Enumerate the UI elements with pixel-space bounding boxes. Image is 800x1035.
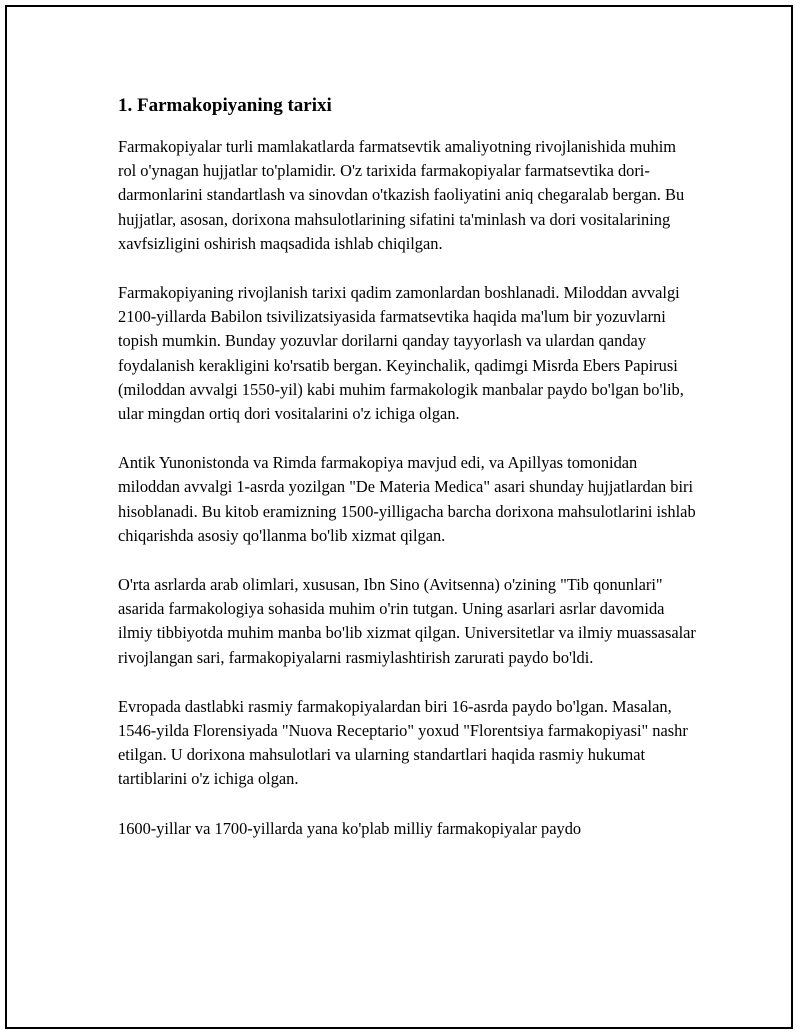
paragraph: Antik Yunonistonda va Rimda farmakopiya mavjud edi, va Apillyas tomonidan miloddan avvalgi 1-asrda yozilgan "De Materia Medica" asari shunday hujjatlardan biri hisoblanadi. Bu kitob eramizning 1500-yilligacha barcha dorixona mahsulotlarini ishlab chiqarishda asosiy qo'llanma bo'lib xizmat qilgan. [118, 453, 696, 545]
paragraph: Farmakopiyaning rivojlanish tarixi qadim zamonlardan boshlanadi. Miloddan avvalgi 2100-yillarda Babilon tsivilizatsiyasida farmatsevtika haqida ma'lum bir yozuvlarni topish mumkin. Bunday yozuvlar dorilarni qanday tayyorlash va ulardan qanday foydalanish kerakligini ko'rsatib bergan. Keyinchalik, qadimgi Misrda Ebers Papirusi (miloddan avvalgi 1550-yil) kabi muhim farmakologik manbalar paydo bo'lgan bo'lib, ular mingdan ortiq dori vositalarini o'z ichiga olgan. [118, 283, 684, 424]
paragraph: 1600-yillar va 1700-yillarda yana ko'plab milliy farmakopiyalar paydo [118, 818, 582, 838]
document-body [118, 94, 698, 866]
paragraph: O'rta asrlarda arab olimlari, xususan, Ibn Sino (Avitsenna) o'zining "Tib qonunlari" asarida farmakologiya sohasida muhim o'rin tutgan. Uning asarlari asrlar davomida ilmiy tibbiyotda muhim manba bo'lib xizmat qilgan. Universitetlar va ilmiy muassasalar rivojlangan sari, farmakopiyalarni rasmiylashtirish zarurati paydo bo'ldi. [118, 575, 696, 667]
paragraph: Evropada dastlabki rasmiy farmakopiyalardan biri 16-asrda paydo bo'lgan. Masalan, 1546-yilda Florensiyada "Nuova Receptario" yoxud "Florentsiya farmakopiyasi" nashr etilgan. U dorixona mahsulotlari va ularning standartlari haqida rasmiy hukumat tartiblarini o'z ichiga olgan. [118, 696, 688, 789]
paragraph: Farmakopiyalar turli mamlakatlarda farmatsevtik amaliyotning rivojlanishida muhim rol o'ynagan hujjatlar to'plamidir. O'z tarixida farmakopiyalar farmatsevtika dori-darmonlarini standartlash va sinovdan o'tkazish faoliyatini aniq chegaralab bergan. Bu hujjatlar, asosan, dorixona mahsulotlarining sifatini ta'minlash va dori vositalarining xavfsizligini oshirish maqsadida ishlab chiqilgan. [118, 137, 685, 253]
section-heading: 1. Farmakopiyaning tarixi [118, 95, 332, 116]
